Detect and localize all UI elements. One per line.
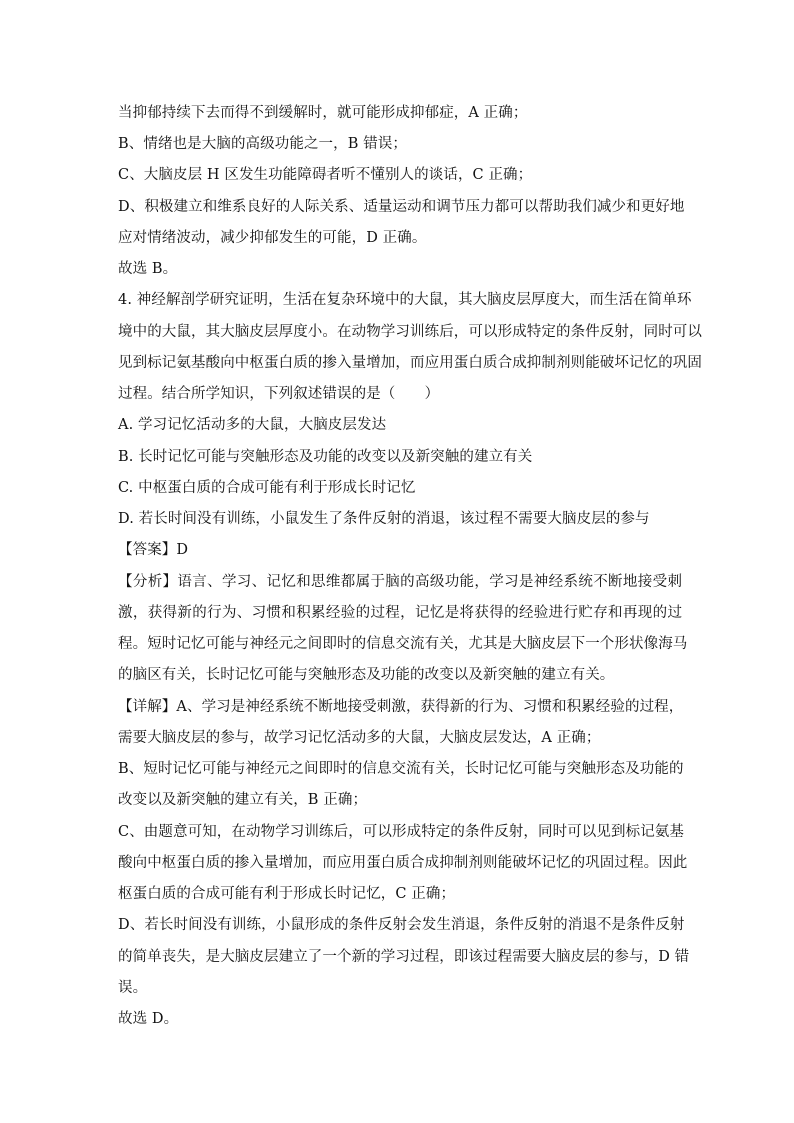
question-stem: 4. 神经解剖学研究证明，生活在复杂环境中的大鼠，其大脑皮层厚度大，而生活在简单环	[118, 292, 692, 308]
analysis-text: 的脑区有关，长时记忆可能与突触形态及功能的改变以及新突触的建立有关。	[118, 667, 615, 683]
detail-text: 【详解】A、学习是神经系统不断地接受刺激，获得新的行为、习惯和积累经验的过程，	[118, 699, 684, 715]
analysis-text: 【分析】语言、学习、记忆和思维都属于脑的高级功能，学习是神经系统不断地接受刺	[118, 574, 683, 590]
text-line: 应对情绪波动，减少抑郁发生的可能，D 正确。	[118, 230, 427, 246]
option-b: B. 长时记忆可能与突触形态及功能的改变以及新突触的建立有关	[118, 449, 533, 465]
analysis-text: 程。短时记忆可能与神经元之间即时的信息交流有关，尤其是大脑皮层下一个形状像海马	[118, 636, 688, 652]
detail-text: B、短时记忆可能与神经元之间即时的信息交流有关，长时记忆可能与突触形态及功能的	[118, 761, 684, 777]
option-a: A. 学习记忆活动多的大鼠，大脑皮层发达	[118, 417, 387, 433]
detail-text: 的简单丧失，是大脑皮层建立了一个新的学习过程，即该过程需要大脑皮层的参与，D 错	[118, 949, 690, 965]
detail-text: D、若长时间没有训练，小鼠形成的条件反射会发生消退，条件反射的消退不是条件反射	[118, 917, 685, 933]
detail-text: 需要大脑皮层的参与，故学习记忆活动多的大鼠，大脑皮层发达，A 正确；	[118, 730, 601, 746]
detail-text: 改变以及新突触的建立有关，B 正确；	[118, 792, 368, 808]
text-line: B、情绪也是大脑的高级功能之一，B 错误；	[118, 136, 408, 152]
text-line: C、大脑皮层 H 区发生功能障碍者听不懂别人的谈话，C 正确；	[118, 167, 533, 183]
text-line: 当抑郁持续下去而得不到缓解时，就可能形成抑郁症，A 正确；	[118, 105, 528, 121]
option-c: C. 中枢蛋白质的合成可能有利于形成长时记忆	[118, 480, 416, 496]
text-line: 故选 B。	[118, 261, 178, 277]
text-line: D、积极建立和维系良好的人际关系、适量运动和调节压力都可以帮助我们减少和更好地	[118, 199, 685, 215]
question-stem: 境中的大鼠，其大脑皮层厚度小。在动物学习训练后，可以形成特定的条件反射，同时可以	[118, 324, 702, 340]
detail-text: 酸向中枢蛋白质的掺入量增加，而应用蛋白质合成抑制剂则能破坏记忆的巩固过程。因此	[118, 855, 688, 871]
question-stem: 过程。结合所学知识，下列叙述错误的是（ ）	[118, 386, 440, 402]
detail-text: 误。	[118, 980, 148, 996]
question-stem: 见到标记氨基酸向中枢蛋白质的掺入量增加，而应用蛋白质合成抑制剂则能破坏记忆的巩固	[118, 355, 702, 371]
conclusion-text: 故选 D。	[118, 1011, 179, 1027]
option-d: D. 若长时间没有训练，小鼠发生了条件反射的消退，该过程不需要大脑皮层的参与	[118, 511, 650, 527]
answer-label: 【答案】D	[118, 542, 189, 558]
detail-text: 枢蛋白质的合成可能有利于形成长时记忆，C 正确；	[118, 886, 456, 902]
analysis-text: 激，获得新的行为、习惯和积累经验的过程，记忆是将获得的经验进行贮存和再现的过	[118, 605, 683, 621]
detail-text: C、由题意可知，在动物学习训练后，可以形成特定的条件反射，同时可以见到标记氨基	[118, 824, 684, 840]
